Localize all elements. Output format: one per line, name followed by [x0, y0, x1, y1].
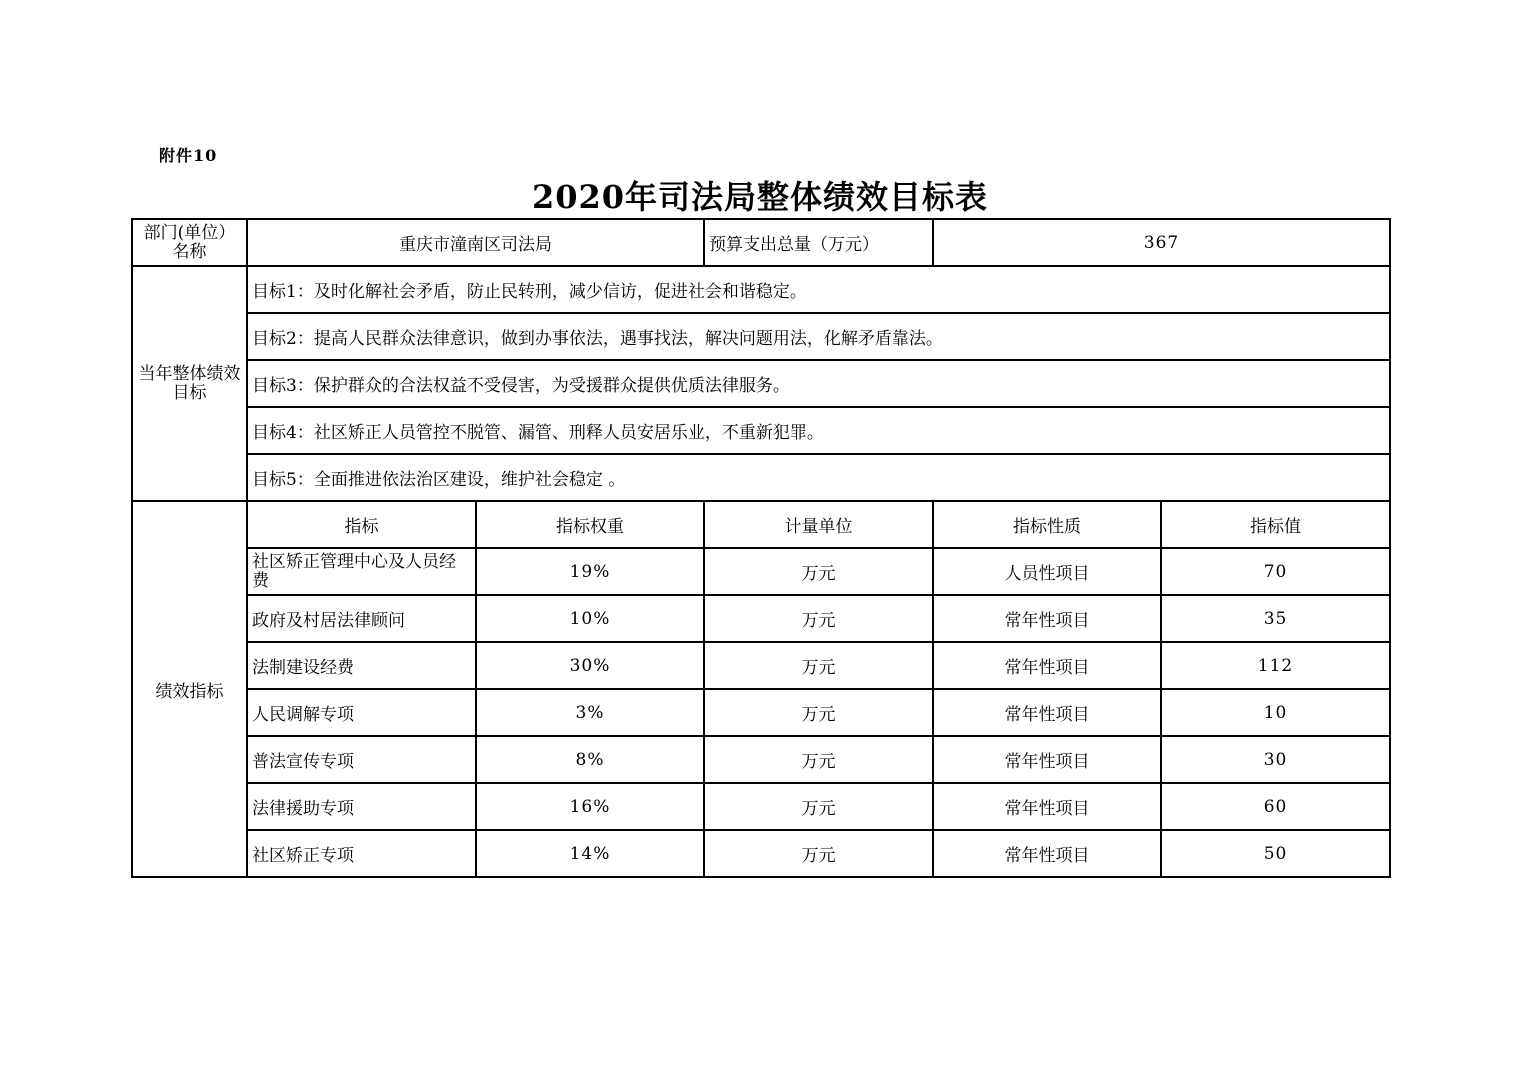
indicator-name: 社区矫正管理中心及人员经费 [247, 548, 476, 595]
indicator-unit: 万元 [704, 548, 933, 595]
indicator-value: 50 [1161, 830, 1390, 877]
indicator-nature: 常年性项目 [933, 642, 1161, 689]
indicator-unit: 万元 [704, 736, 933, 783]
goal-item-3: 目标3：保护群众的合法权益不受侵害，为受援群众提供优质法律服务。 [247, 360, 1390, 407]
indicator-unit: 万元 [704, 642, 933, 689]
indicator-weight: 8% [476, 736, 704, 783]
indicator-value: 112 [1161, 642, 1390, 689]
budget-label: 预算支出总量（万元） [704, 219, 933, 266]
goal-row [132, 407, 1390, 454]
document-title: 2020年司法局整体绩效目标表 [531, 178, 989, 216]
indicator-unit: 万元 [704, 689, 933, 736]
dept-label: 部门(单位）名称 [132, 219, 247, 266]
goals-section-label: 当年整体绩效目标 [132, 266, 247, 501]
goal-item-5: 目标5：全面推进依法治区建设，维护社会稳定 。 [247, 454, 1390, 501]
indicator-name: 普法宣传专项 [247, 736, 476, 783]
column-header-unit: 计量单位 [704, 501, 933, 548]
goal-item-2: 目标2：提高人民群众法律意识，做到办事依法，遇事找法，解决问题用法，化解矛盾靠法。 [247, 313, 1390, 360]
indicator-nature: 常年性项目 [933, 689, 1161, 736]
indicator-value: 10 [1161, 689, 1390, 736]
indicator-name: 政府及村居法律顾问 [247, 595, 476, 642]
table-row [132, 595, 1390, 642]
indicator-name: 法制建设经费 [247, 642, 476, 689]
indicator-name: 法律援助专项 [247, 783, 476, 830]
goal-row [132, 454, 1390, 501]
indicator-nature: 常年性项目 [933, 595, 1161, 642]
table-row [132, 736, 1390, 783]
indicator-weight: 16% [476, 783, 704, 830]
goal-row [132, 266, 1390, 313]
table-row [132, 830, 1390, 877]
indicator-weight: 14% [476, 830, 704, 877]
budget-value: 367 [933, 219, 1390, 266]
column-header-weight: 指标权重 [476, 501, 704, 548]
indicator-weight: 30% [476, 642, 704, 689]
goal-item-1: 目标1：及时化解社会矛盾，防止民转刑，减少信访，促进社会和谐稳定。 [247, 266, 1390, 313]
indicator-name: 社区矫正专项 [247, 830, 476, 877]
attachment-label: 附件10 [159, 146, 218, 165]
indicators-section-label: 绩效指标 [132, 501, 247, 877]
column-header-nature: 指标性质 [933, 501, 1161, 548]
indicator-unit: 万元 [704, 783, 933, 830]
header-row [132, 219, 1390, 266]
indicator-weight: 3% [476, 689, 704, 736]
indicator-value: 70 [1161, 548, 1390, 595]
performance-goal-table [131, 218, 1391, 878]
indicator-nature: 常年性项目 [933, 736, 1161, 783]
table-row [132, 689, 1390, 736]
goal-item-4: 目标4：社区矫正人员管控不脱管、漏管、刑释人员安居乐业，不重新犯罪。 [247, 407, 1390, 454]
indicator-nature: 常年性项目 [933, 783, 1161, 830]
indicator-unit: 万元 [704, 595, 933, 642]
indicator-name: 人民调解专项 [247, 689, 476, 736]
goal-row [132, 313, 1390, 360]
indicator-nature: 常年性项目 [933, 830, 1161, 877]
table-row [132, 783, 1390, 830]
goal-row [132, 360, 1390, 407]
indicator-unit: 万元 [704, 830, 933, 877]
indicator-value: 35 [1161, 595, 1390, 642]
indicator-nature: 人员性项目 [933, 548, 1161, 595]
column-header-indicator: 指标 [247, 501, 476, 548]
table-row [132, 548, 1390, 595]
indicator-value: 30 [1161, 736, 1390, 783]
indicator-value: 60 [1161, 783, 1390, 830]
indicator-header-row [132, 501, 1390, 548]
indicator-weight: 19% [476, 548, 704, 595]
dept-value: 重庆市潼南区司法局 [247, 219, 704, 266]
indicator-weight: 10% [476, 595, 704, 642]
table-row [132, 642, 1390, 689]
column-header-value: 指标值 [1161, 501, 1390, 548]
